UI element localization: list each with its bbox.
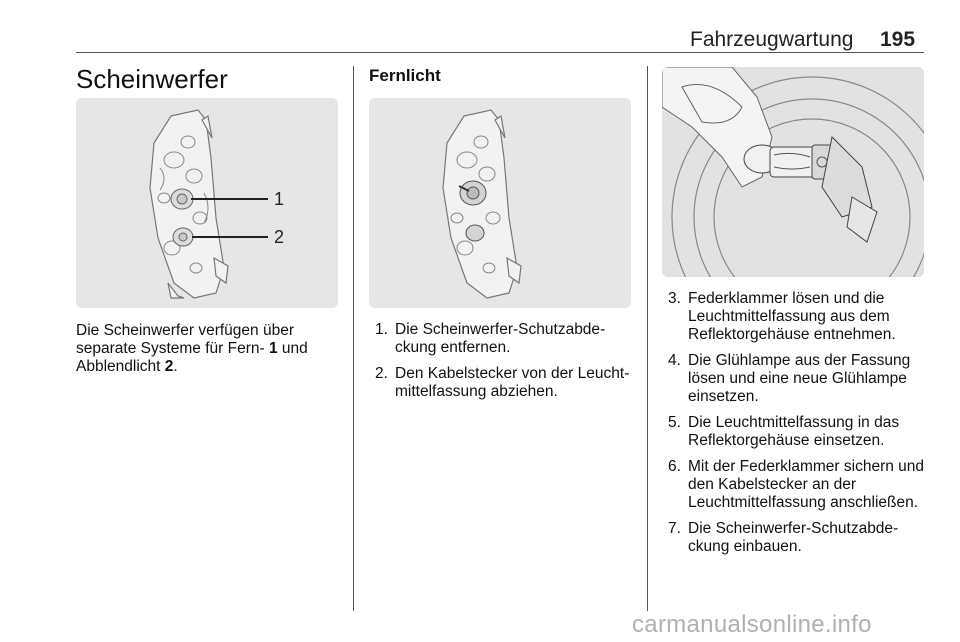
step-number: 1.: [375, 321, 388, 338]
step-number: 3.: [668, 290, 681, 307]
step-number: 2.: [375, 365, 388, 382]
list-item: [668, 414, 930, 450]
page-number: 195: [880, 28, 916, 51]
callout-1: 1: [274, 189, 285, 209]
step-text: Federklammer lösen und die Leuchtmittelfassung aus dem Reflektorgehäuse entnehmen.: [688, 290, 896, 343]
description-text-1: Die Scheinwerfer verfügen über separate Systeme für Fern-: [76, 322, 294, 357]
list-item: [668, 290, 930, 344]
step-text: Die Leuchtmittelfassung in das Reflektorgehäuse einsetzen.: [688, 414, 900, 449]
list-item: [668, 352, 930, 406]
header-title: Fahrzeugwartung: [690, 28, 854, 51]
step-number: 4.: [668, 352, 681, 369]
callout-2: 2: [274, 227, 285, 247]
watermark: carmanualsonline.info: [632, 611, 872, 638]
step-text: Die Scheinwerfer-Schutzabdeckung entfernen.: [395, 321, 606, 356]
list-item: [668, 520, 930, 556]
step-number: 7.: [668, 520, 681, 537]
headlamp-description: [76, 322, 338, 376]
step-text: Die Glühlampe aus der Fassung lösen und eine neue Glühlampe einsetzen.: [688, 352, 911, 405]
list-item: [375, 365, 637, 401]
description-ref-1: 1: [268, 340, 278, 357]
description-text-2: und Abblendlicht: [76, 340, 308, 375]
step-text: Mit der Federklammer sichern und den Kabelstecker an der Leuchtmittelfassung anschließen.: [688, 458, 925, 511]
header-divider: [76, 52, 924, 53]
section-title: Scheinwerfer: [76, 64, 228, 94]
description-ref-2: 2: [164, 358, 174, 375]
subsection-title: Fernlicht: [369, 66, 441, 85]
bulb-replacement-figure: [662, 67, 924, 277]
step-number: 5.: [668, 414, 681, 431]
description-text-3: .: [173, 358, 178, 375]
steps-list-right: [668, 290, 930, 564]
headlamp-rear-figure: [76, 98, 338, 308]
high-beam-figure: [369, 98, 631, 308]
list-item: [375, 321, 637, 357]
steps-list-middle: [375, 321, 637, 409]
list-item: [668, 458, 930, 512]
column-divider-1: [353, 66, 354, 611]
step-number: 6.: [668, 458, 681, 475]
column-divider-2: [647, 66, 648, 611]
step-text: Die Scheinwerfer-Schutzabdeckung einbauen.: [688, 520, 899, 555]
step-text: Den Kabelstecker von der Leuchtmittelfassung abziehen.: [395, 365, 630, 400]
